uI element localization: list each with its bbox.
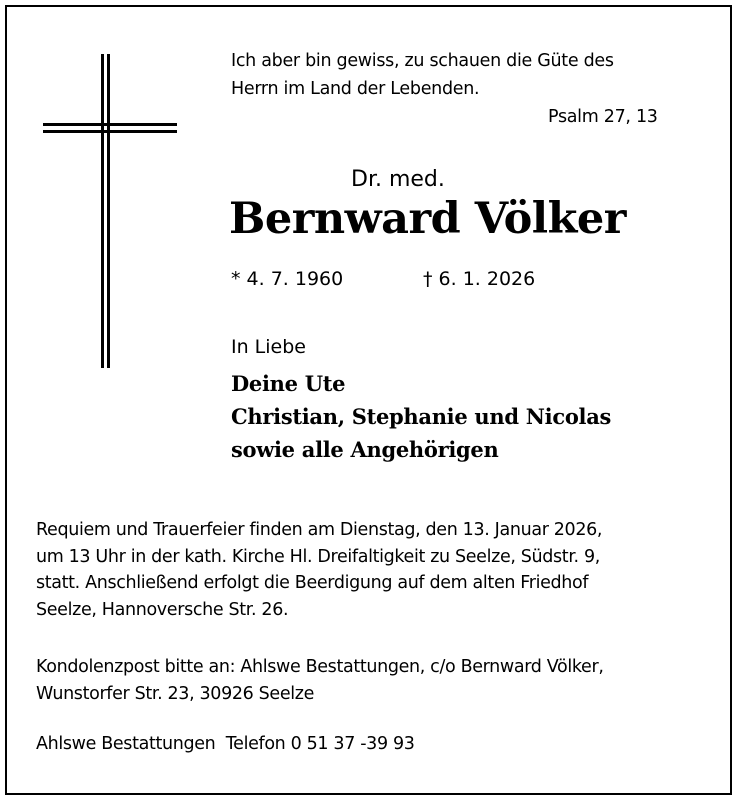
service-paragraph bbox=[36, 517, 602, 623]
bible-verse bbox=[231, 47, 614, 103]
service-line: statt. Anschließend erfolgt die Beerdigung auf dem alten Friedhof bbox=[36, 573, 589, 593]
condolence-line: Wunstorfer Str. 23, 30926 Seelze bbox=[36, 683, 314, 704]
funeral-home-contact bbox=[36, 731, 415, 758]
mourner-line: Deine Ute bbox=[231, 371, 346, 396]
verse-reference: Psalm 27, 13 bbox=[548, 107, 658, 127]
deceased-name: Bernward Völker bbox=[229, 194, 626, 244]
verse-line: Ich aber bin gewiss, zu schauen die Güte des bbox=[231, 51, 614, 71]
service-line: um 13 Uhr in der kath. Kirche Hl. Dreifaltigkeit zu Seelze, Südstr. 9, bbox=[36, 546, 600, 567]
condolence-paragraph bbox=[36, 654, 604, 707]
condolence-line: Kondolenzpost bitte an: Ahlswe Bestattungen, c/o Bernward Völker, bbox=[36, 657, 604, 677]
death-date: † 6. 1. 2026 bbox=[423, 268, 536, 290]
service-line: Seelze, Hannoversche Str. 26. bbox=[36, 599, 289, 620]
mourner-line: sowie alle Angehörigen bbox=[231, 437, 499, 462]
deceased-title: Dr. med. bbox=[351, 167, 445, 192]
birth-date: * 4. 7. 1960 bbox=[231, 268, 344, 290]
verse-line: Herrn im Land der Lebenden. bbox=[231, 79, 480, 99]
funeral-home-line: Ahlswe Bestattungen Telefon 0 51 37 -39 93 bbox=[36, 734, 415, 754]
service-line: Requiem und Trauerfeier finden am Dienstag, den 13. Januar 2026, bbox=[36, 520, 603, 540]
mourner-line: Christian, Stephanie und Nicolas bbox=[231, 404, 612, 429]
mourners-list bbox=[231, 367, 611, 466]
mourners-intro: In Liebe bbox=[231, 336, 306, 358]
